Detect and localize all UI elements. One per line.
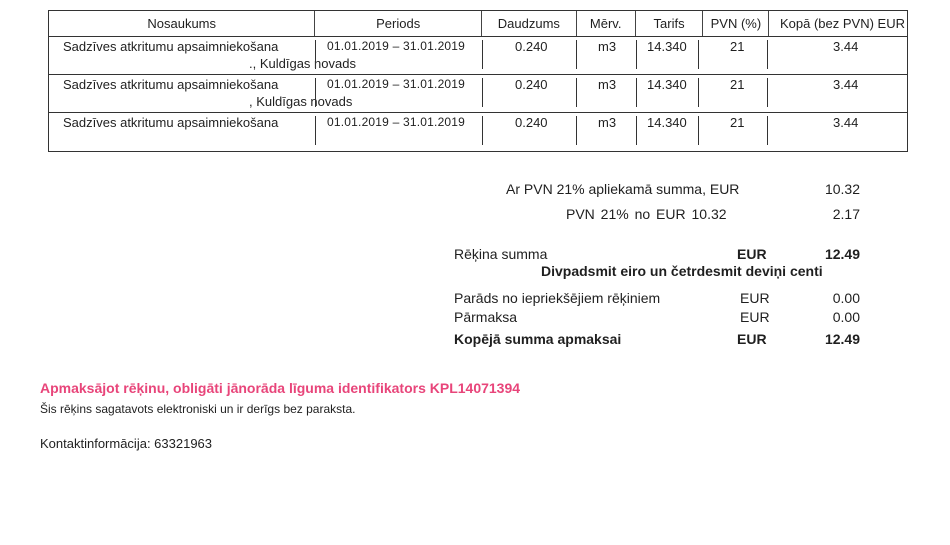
invoice-sum-label: Rēķina summa [454, 246, 548, 262]
header-unit: Mērv. [577, 11, 636, 36]
table-header [49, 11, 907, 37]
row-address: , Kuldīgas novads [249, 94, 353, 109]
row-separator [636, 116, 637, 145]
total-payment-currency: EUR [737, 331, 767, 347]
row-total: 3.44 [833, 115, 859, 130]
row-separator [767, 78, 768, 107]
row-tariff: 14.340 [647, 39, 687, 54]
header-tariff: Tarifs [636, 11, 704, 36]
header-total: Kopā (bez PVN) EUR [780, 16, 905, 31]
row-separator [767, 40, 768, 69]
row-vat: 21 [730, 39, 745, 54]
electronic-invoice-note: Šis rēķins sagatavots elektroniski un ir derīgs bez paraksta. [40, 402, 356, 416]
row-vat: 21 [730, 115, 745, 130]
overpayment-currency: EUR [740, 309, 770, 325]
row-separator [576, 40, 577, 69]
row-description: Sadzīves atkritumu apsaimniekošana [63, 77, 279, 92]
previous-debt-value: 0.00 [832, 290, 860, 306]
row-period: 01.01.2019 – 31.01.2019 [327, 115, 466, 129]
taxable-amount-value: 10.32 [824, 181, 860, 197]
vat-amount-value: 2.17 [832, 206, 860, 222]
row-total: 3.44 [833, 77, 859, 92]
row-separator [698, 116, 699, 145]
total-payment-label: Kopējā summa apmaksai [454, 331, 622, 347]
row-separator [315, 116, 316, 145]
row-separator [482, 40, 483, 69]
row-separator [767, 116, 768, 145]
row-separator [636, 78, 637, 107]
payment-notice: Apmaksājot rēķinu, obligāti jānorāda līguma identifikators KPL14071394 [40, 380, 521, 396]
header-period: Periods [315, 11, 482, 36]
row-separator [698, 40, 699, 69]
header-vat: PVN (%) [703, 11, 769, 36]
header-name: Nosaukums [49, 11, 315, 36]
row-vat: 21 [730, 77, 745, 92]
row-quantity: 0.240 [515, 115, 548, 130]
invoice-sum-value: 12.49 [824, 246, 860, 262]
previous-debt-currency: EUR [740, 290, 770, 306]
contact-info: Kontaktinformācija: 63321963 [40, 436, 213, 451]
previous-debt-label: Parāds no iepriekšējiem rēķiniem [454, 290, 661, 306]
row-separator [315, 40, 316, 69]
table-row [49, 113, 907, 151]
row-separator [576, 116, 577, 145]
row-separator [576, 78, 577, 107]
invoice-sum-currency: EUR [737, 246, 767, 262]
row-separator [482, 116, 483, 145]
overpayment-label: Pārmaksa [454, 309, 518, 325]
row-address: ., Kuldīgas novads [249, 56, 356, 71]
amount-in-words: Divpadsmit eiro un četrdesmit deviņi centi [541, 263, 823, 279]
row-tariff: 14.340 [647, 115, 687, 130]
row-quantity: 0.240 [515, 39, 548, 54]
table-row [49, 37, 907, 75]
total-payment-value: 12.49 [824, 331, 860, 347]
row-separator [315, 78, 316, 107]
row-separator [636, 40, 637, 69]
row-period: 01.01.2019 – 31.01.2019 [327, 39, 466, 53]
row-description: Sadzīves atkritumu apsaimniekošana [63, 39, 279, 54]
row-unit: m3 [598, 39, 617, 54]
row-separator [482, 78, 483, 107]
row-total: 3.44 [833, 39, 859, 54]
overpayment-value: 0.00 [832, 309, 860, 325]
vat-amount-label: PVN 21% no EUR 10.32 [566, 206, 727, 222]
taxable-amount-label: Ar PVN 21% apliekamā summa, EUR [506, 181, 740, 197]
row-description: Sadzīves atkritumu apsaimniekošana [63, 115, 279, 130]
table-row [49, 75, 907, 113]
invoice-table [48, 10, 908, 152]
row-unit: m3 [598, 77, 617, 92]
row-period: 01.01.2019 – 31.01.2019 [327, 77, 466, 91]
row-separator [698, 78, 699, 107]
header-quantity: Daudzums [482, 11, 577, 36]
row-unit: m3 [598, 115, 617, 130]
row-quantity: 0.240 [515, 77, 548, 92]
row-tariff: 14.340 [647, 77, 687, 92]
